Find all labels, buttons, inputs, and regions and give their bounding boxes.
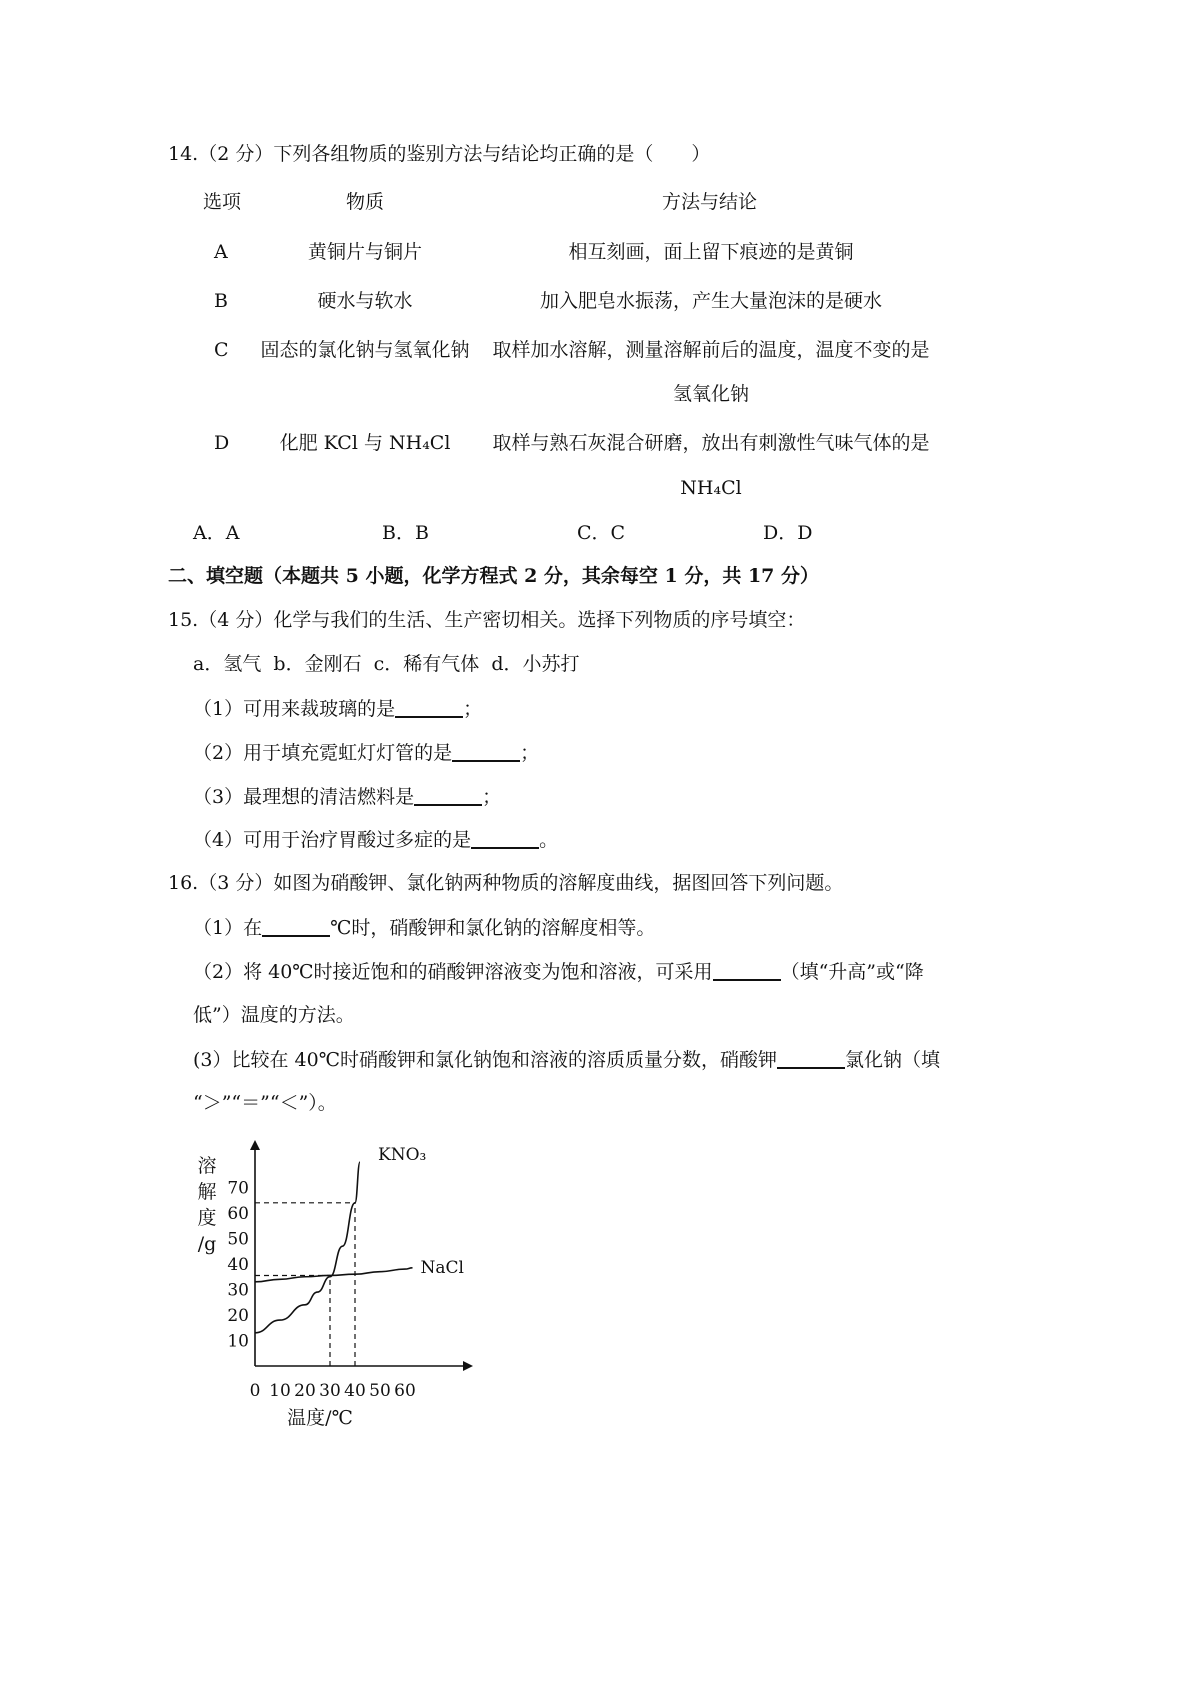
y-tick-label: 30 xyxy=(227,1280,249,1301)
q16-stem: 16.（3 分）如图为硝酸钾、氯化钠两种物质的溶解度曲线，据图回答下列问题。 xyxy=(168,872,844,894)
row-d-substance: 化肥 KCl 与 NH₄Cl xyxy=(279,432,451,454)
row-a-option: A xyxy=(214,241,228,263)
answer-blank[interactable] xyxy=(262,916,330,937)
y-axis-label: 溶 xyxy=(197,1155,217,1177)
q16-item-2 xyxy=(193,960,924,984)
section-heading: 二、填空题（本题共 5 小题，化学方程式 2 分，其余每空 1 分，共 17 分） xyxy=(168,565,820,587)
table-header-substance: 物质 xyxy=(346,191,385,213)
y-axis-arrow xyxy=(250,1140,260,1150)
q16-item-3-text: (3）比较在 40℃时硝酸钾和氯化钠饱和溶液的溶质质量分数，硝酸钾 xyxy=(193,1049,777,1071)
row-d-option: D xyxy=(214,432,230,454)
chart-guides xyxy=(255,1203,355,1366)
answer-blank[interactable] xyxy=(713,960,781,981)
q16-item-3-end: 氯化钠（填 xyxy=(844,1049,940,1071)
q16-item-3 xyxy=(193,1048,940,1072)
q15-item-2-end: ； xyxy=(520,742,540,764)
q15-item-4-end: 。 xyxy=(539,829,559,851)
q16-item-1-end: ℃时，硝酸钾和氯化钠的溶解度相等。 xyxy=(330,917,656,939)
x-tick-label: 60 xyxy=(394,1381,416,1401)
x-tick-label: 10 xyxy=(269,1381,291,1401)
q15-item-3-text: （3）最理想的清洁燃料是 xyxy=(193,786,415,808)
x-tick-label: 40 xyxy=(344,1381,366,1401)
table-header-option: 选项 xyxy=(203,191,242,213)
answer-blank[interactable] xyxy=(471,828,539,849)
x-tick-label: 30 xyxy=(319,1381,341,1401)
y-axis-label: /g xyxy=(197,1233,217,1255)
q15-item-1 xyxy=(193,697,482,721)
choice-d: D．D xyxy=(763,522,813,544)
row-c-substance: 固态的氯化钠与氢氧化钠 xyxy=(260,339,470,361)
y-axis-label: 解 xyxy=(197,1181,217,1203)
row-b-option: B xyxy=(214,290,228,312)
q16-item-1 xyxy=(193,916,655,940)
q15-options: a．氢气 b．金刚石 c．稀有气体 d．小苏打 xyxy=(193,653,580,675)
q14-stem: 14.（2 分）下列各组物质的鉴别方法与结论均正确的是（ ） xyxy=(168,143,711,165)
row-a-method: 相互刻画，面上留下痕迹的是黄铜 xyxy=(568,241,854,263)
q15-item-3 xyxy=(193,785,501,809)
x-tick-label: 20 xyxy=(294,1381,316,1401)
q15-item-4 xyxy=(193,828,558,852)
x-tick-label: 50 xyxy=(369,1381,391,1401)
answer-blank[interactable] xyxy=(395,697,463,718)
row-b-method: 加入肥皂水振荡，产生大量泡沫的是硬水 xyxy=(539,290,883,312)
q15-stem: 15.（4 分）化学与我们的生活、生产密切相关。选择下列物质的序号填空： xyxy=(168,609,806,631)
series-label: NaCl xyxy=(420,1257,464,1278)
x-tick-label: 0 xyxy=(249,1381,261,1401)
choice-b: B．B xyxy=(382,522,429,544)
row-c-option: C xyxy=(214,339,229,361)
row-c-method-line2: 氢氧化钠 xyxy=(672,383,750,405)
y-tick-label: 20 xyxy=(227,1306,249,1326)
chart-series xyxy=(255,1162,413,1333)
chart-axes xyxy=(250,1140,473,1371)
y-axis-label: 度 xyxy=(197,1207,217,1229)
choice-a: A．A xyxy=(193,522,240,544)
q15-item-2-text: （2）用于填充霓虹灯灯管的是 xyxy=(193,742,453,764)
x-axis-arrow xyxy=(463,1361,473,1371)
answer-blank[interactable] xyxy=(452,741,520,762)
y-tick-label: 10 xyxy=(227,1331,249,1352)
row-c-method-line1: 取样加水溶解，测量溶解前后的温度，温度不变的是 xyxy=(492,339,930,361)
answer-blank[interactable] xyxy=(414,785,482,806)
q15-item-1-text: （1）可用来裁玻璃的是 xyxy=(193,698,396,720)
row-d-method-line1: 取样与熟石灰混合研磨，放出有刺激性气味气体的是 xyxy=(492,432,930,454)
series-kno3-line xyxy=(255,1162,360,1333)
row-d-method-line2: NH₄Cl xyxy=(680,477,742,499)
choice-c: C．C xyxy=(577,522,626,544)
x-axis-label: 温度/℃ xyxy=(287,1407,353,1429)
solubility-chart xyxy=(190,1130,490,1430)
y-tick-label: 40 xyxy=(227,1255,249,1275)
y-tick-label: 50 xyxy=(227,1229,249,1250)
y-tick-label: 70 xyxy=(227,1178,249,1199)
q16-item-3-line2: “＞”“＝”“＜”）。 xyxy=(193,1092,337,1114)
answer-blank[interactable] xyxy=(777,1048,845,1069)
table-header-method: 方法与结论 xyxy=(662,191,758,213)
q16-item-2-line2: 低”）温度的方法。 xyxy=(193,1004,355,1026)
q15-item-3-end: ； xyxy=(482,786,502,808)
row-a-substance: 黄铜片与铜片 xyxy=(307,241,423,263)
y-tick-label: 60 xyxy=(227,1204,249,1224)
q15-item-1-end: ； xyxy=(463,698,483,720)
q16-item-2-text: （2）将 40℃时接近饱和的硝酸钾溶液变为饱和溶液，可采用 xyxy=(193,961,713,983)
q15-item-4-text: （4）可用于治疗胃酸过多症的是 xyxy=(193,829,472,851)
q16-item-2-end: （填“升高”或“降 xyxy=(780,961,924,983)
row-b-substance: 硬水与软水 xyxy=(317,290,413,312)
q16-item-1-text: （1）在 xyxy=(193,917,263,939)
series-label: KNO₃ xyxy=(378,1145,427,1165)
q15-item-2 xyxy=(193,741,539,765)
